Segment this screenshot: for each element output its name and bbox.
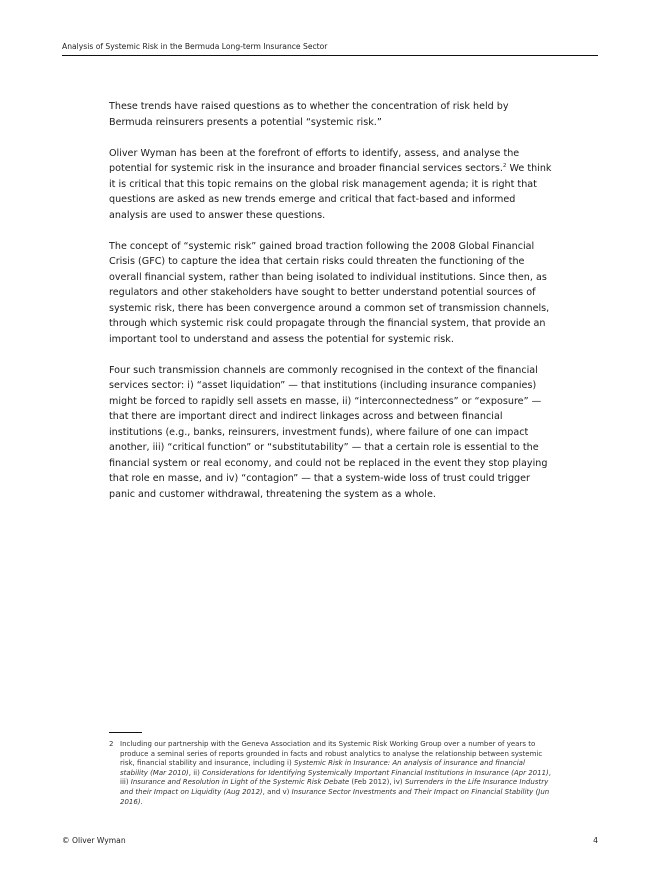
footnote-title-2: Considerations for Identifying Systemically Important Financial Institutions in Insurance (Apr 2011) bbox=[202, 768, 549, 777]
footnote-text-4: (Feb 2012), iv) bbox=[349, 778, 405, 787]
paragraph-1: These trends have raised questions as to whether the concentration of risk held by Bermuda reinsurers presents a potential “systemic risk.” bbox=[109, 101, 509, 128]
running-header: Analysis of Systemic Risk in the Bermuda Long-term Insurance Sector bbox=[62, 42, 328, 51]
paragraph-3: The concept of “systemic risk” gained broad traction following the 2008 Global Financial Crisis (GFC) to capture the idea that certain risks could threaten the functioning of the overall financial system, rather than being isolated to individual institutions. Since then, as regulators and other stakeholders have sought to better understand potential sources of systemic risk, there has been convergence around a common set of transmission channels, through which systemic risk could propagate through the financial system, that provide an important tool to understand and assess the potential for systemic risk. bbox=[109, 240, 550, 345]
footnote-text-1: Including our partnership with the Geneva Association and its Systemic Risk Working Group over a number of years to produce a seminal series of reports grounded in facts and robust analytics to analyse the relationship between systemic risk, financial stability and insurance, including i) bbox=[120, 740, 543, 768]
paragraph-2-part-1: Oliver Wyman has been at the forefront of efforts to identify, assess, and analyse the potential for systemic risk in the insurance and broader financial services sectors. bbox=[109, 147, 520, 174]
footnote-text-3: , iii) bbox=[120, 768, 552, 787]
footnote-text-6: . bbox=[140, 797, 143, 806]
footnote-reference[interactable]: 2 bbox=[502, 163, 507, 169]
header-divider bbox=[62, 55, 598, 56]
footnote-title-5: Insurance Sector Investments and Their Impact on Financial Stability (Jun 2016) bbox=[120, 787, 550, 806]
main-text bbox=[109, 99, 554, 518]
footnote-number: 2 bbox=[109, 740, 114, 748]
footnote-title-4: Surrenders in the Life Insurance Industry and their Impact on Liquidity (Aug 2012) bbox=[120, 778, 549, 796]
footnote-title-1: Systemic Risk in Insurance: An analysis of insurance and financial stability (Mar 2010) bbox=[120, 759, 525, 777]
footnote bbox=[109, 740, 554, 807]
paragraph-4: Four such transmission channels are commonly recognised in the context of the financial services sector: i) “asset liquidation” — that institutions (including insurance companies) might be forced to rapidly sell assets en masse, ii) “interconnectedness” or “exposure” — that there are important direct and indirect linkages across and between financial institutions (e.g., banks, reinsurers, investment funds), where failure of one can impact another, iii) “critical function” or “substitutability” — that a certain role is essential to the financial system or real economy, and could not be replaced in the event they stop playing that role en masse, and iv) “contagion” — that a system-wide loss of trust could trigger panic and customer withdrawal, threatening the system as a whole. bbox=[109, 364, 548, 500]
footer-copyright: © Oliver Wyman bbox=[62, 836, 126, 845]
page-number: 4 bbox=[593, 836, 598, 845]
footnote-divider bbox=[109, 732, 142, 733]
footnote-text-5: , and v) bbox=[262, 787, 292, 796]
footnote-title-3: Insurance and Resolution in Light of the Systemic Risk Debate bbox=[130, 778, 350, 787]
footnote-text-2: , ii) bbox=[188, 768, 203, 777]
paragraph-2-part-2: We think it is critical that this topic remains on the global risk management agenda; it is right that questions are asked as new trends emerge and critical that fact-based and informed analysis are used to answer these questions. bbox=[109, 163, 552, 221]
footnote-text bbox=[120, 740, 554, 807]
paragraph-2 bbox=[109, 146, 554, 224]
